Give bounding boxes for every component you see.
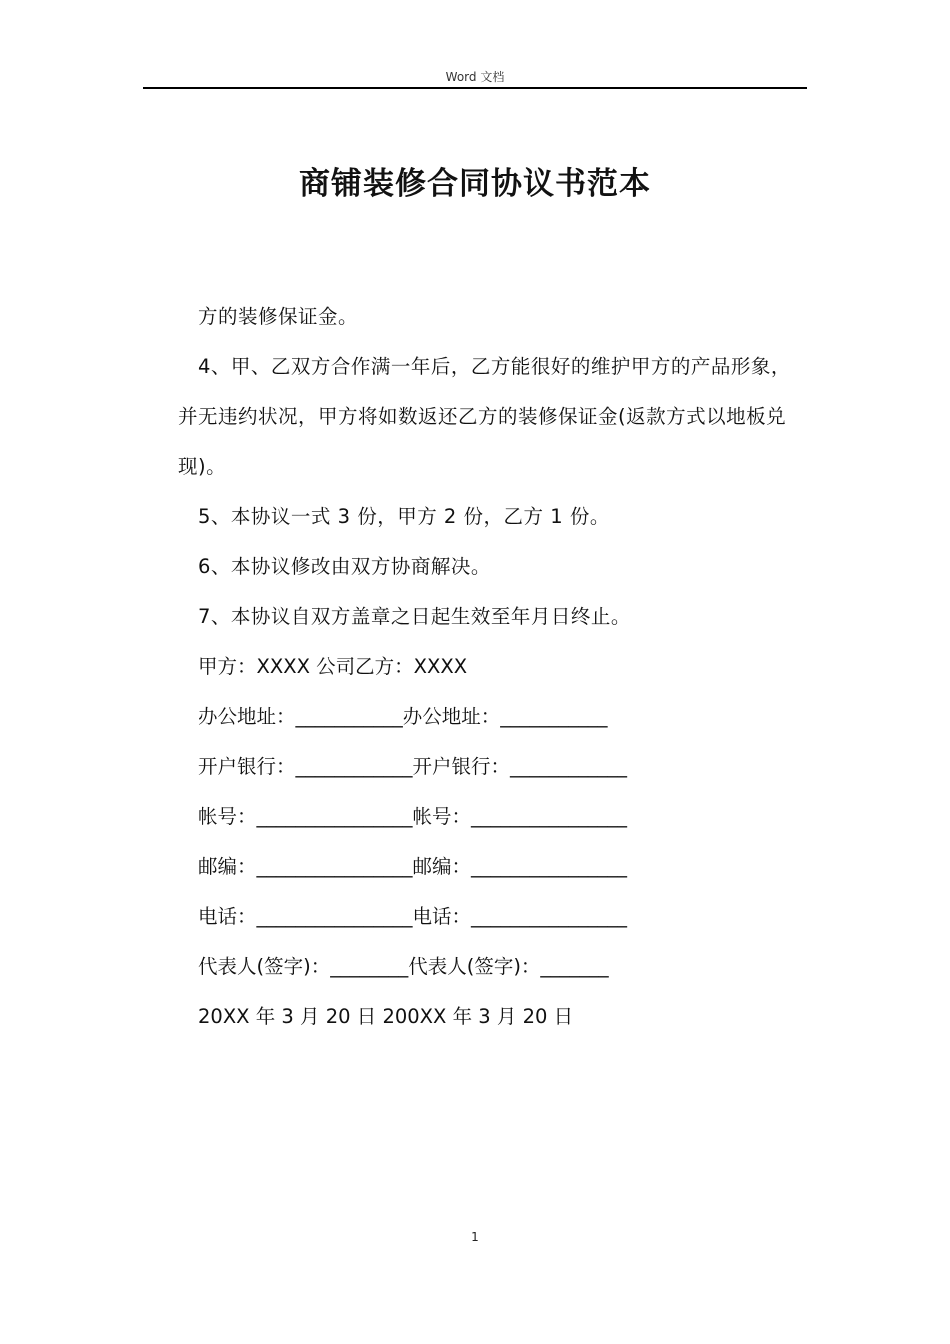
signature-address: 办公地址：___________办公地址：___________ <box>198 705 608 728</box>
signature-phone: 电话：________________电话：________________ <box>198 905 628 928</box>
signature-parties: 甲方：XXXX 公司乙方：XXXX <box>198 655 468 678</box>
signature-date: 20XX 年 3 月 20 日 200XX 年 3 月 20 日 <box>198 1005 574 1028</box>
signature-bank: 开户银行：____________开户银行：____________ <box>198 755 628 778</box>
document-body <box>178 292 798 1042</box>
signature-representative: 代表人(签字)：________代表人(签字)：_______ <box>198 955 609 978</box>
page-number: 1 <box>471 1230 479 1244</box>
paragraph-clause-5: 5、本协议一式 3 份，甲方 2 份，乙方 1 份。 <box>198 505 610 528</box>
page-header-label: Word 文档 <box>445 70 505 84</box>
paragraph-clause-4: 4、甲、乙双方合作满一年后，乙方能很好的维护甲方的产品形象，并无违约状况，甲方将如数返还乙方的装修保证金(返款方式以地板兑现)。 <box>178 355 791 478</box>
header-divider <box>143 87 807 89</box>
signature-postcode: 邮编：________________邮编：________________ <box>198 855 628 878</box>
paragraph-continuation: 方的装修保证金。 <box>198 305 359 328</box>
signature-account: 帐号：________________帐号：________________ <box>198 805 628 828</box>
paragraph-clause-6: 6、本协议修改由双方协商解决。 <box>198 555 491 578</box>
document-title: 商铺装修合同协议书范本 <box>299 166 651 202</box>
paragraph-clause-7: 7、本协议自双方盖章之日起生效至年月日终止。 <box>198 605 631 628</box>
